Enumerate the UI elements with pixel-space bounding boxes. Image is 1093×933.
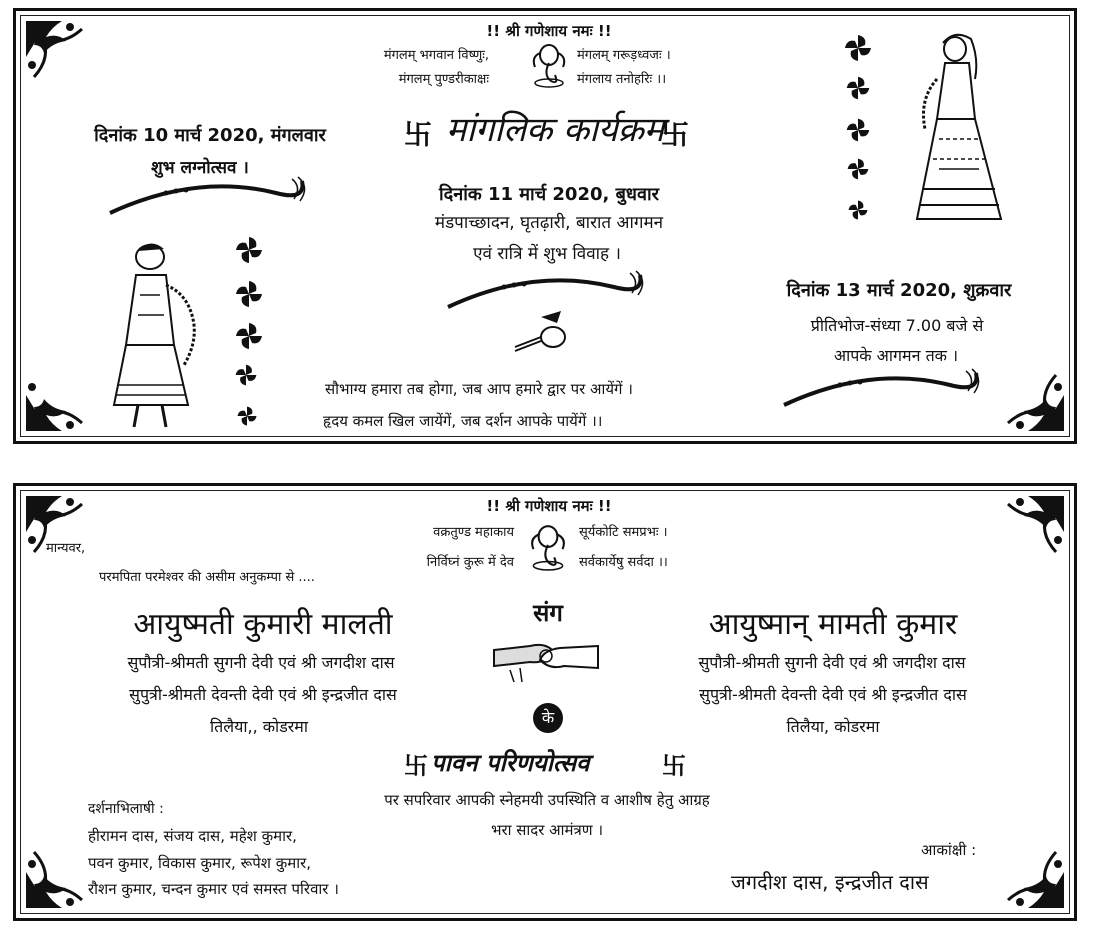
groom-place: तिलैया, कोडरमा xyxy=(786,717,880,736)
event1-date: दिनांक 10 मार्च 2020, मंगलवार xyxy=(94,125,326,146)
request-line-2: भरा सादर आमंत्रण । xyxy=(490,821,604,839)
event2-description-1: मंडपाच्छादन, घृतढ़ारी, बारात आगमन xyxy=(434,213,664,233)
akanshi-label: आकांक्षी : xyxy=(921,841,977,859)
corner-ornament-icon xyxy=(22,17,102,97)
ganesha-icon xyxy=(526,522,570,572)
mantra-left-1: मंगलम् भगवान विष्णुः, xyxy=(383,48,489,63)
request-line-1: पर सपरिवार आपकी स्नेहमयी उपस्थिति व आशीष हेतु आग्रह xyxy=(384,791,710,809)
shloka-left-1: वक्रतुण्ड महाकाय xyxy=(433,525,514,540)
shloka-left-2: निर्विघ्नं कुरू में देव xyxy=(426,555,514,570)
shloka-right-2: सर्वकार्येषु सर्वदा ।। xyxy=(579,555,668,570)
groom-figure-icon xyxy=(104,235,204,431)
bride-figure-icon xyxy=(909,29,1009,229)
spiral-motif-icon xyxy=(234,321,264,351)
spiral-motif-icon xyxy=(847,199,869,221)
akanshi-names: जगदीश दास, इन्द्रजीत दास xyxy=(731,870,929,894)
bride-parents: सुपुत्री-श्रीमती देवन्ती देवी एवं श्री इन्द्रजीत दास xyxy=(129,685,397,704)
event3-date: दिनांक 13 मार्च 2020, शुक्रवार xyxy=(786,280,1012,301)
invocation: !! श्री गणेशाय नमः !! xyxy=(486,497,612,515)
spiral-motif-icon xyxy=(845,117,871,143)
mantra-right-2: मंगलाय तनोहरिः ।। xyxy=(577,72,667,87)
ganesha-icon xyxy=(529,41,569,89)
darshan-line-3: रौशन कुमार, चन्दन कुमार एवं समस्त परिवार । xyxy=(88,880,339,898)
spiral-motif-icon xyxy=(846,157,870,181)
spiral-motif-icon xyxy=(845,75,871,101)
couplet-line-2: हृदय कमल खिल जायेंगें, जब दर्शन आपके पायेंगें ।। xyxy=(323,412,603,430)
spiral-motif-icon xyxy=(234,363,258,387)
bride-name: आयुष्मती कुमारी मालती xyxy=(133,607,393,642)
swastika-icon: 卐 xyxy=(404,752,428,780)
programme-heading: मांगलिक कार्यक्रम xyxy=(446,110,665,150)
corner-ornament-icon xyxy=(988,832,1068,912)
occasion-title: पावन परिणयोत्सव xyxy=(431,749,590,777)
spiral-motif-icon xyxy=(236,405,258,427)
flourish-icon xyxy=(780,365,990,411)
event3-description-1: प्रीतिभोज-संध्या 7.00 बजे से xyxy=(810,316,984,335)
spiral-motif-icon xyxy=(234,235,264,265)
groom-name: आयुष्मान् मामती कुमार xyxy=(708,607,958,642)
wedding-invitation-card xyxy=(13,483,1077,921)
salutation: मान्यवर, xyxy=(46,541,86,556)
mantra-left-2: मंगलम् पुण्डरीकाक्षः xyxy=(398,72,489,87)
flourish-icon xyxy=(106,173,316,219)
swastika-icon: 卐 xyxy=(661,118,690,151)
darshan-line-2: पवन कुमार, विकास कुमार, रूपेश कुमार, xyxy=(88,854,312,872)
darshan-line-1: हीरामन दास, संजय दास, महेश कुमार, xyxy=(88,827,297,845)
corner-ornament-icon xyxy=(22,355,102,435)
joined-hands-icon xyxy=(490,626,602,686)
groom-parents: सुपुत्री-श्रीमती देवन्ती देवी एवं श्री इन्द्रजीत दास xyxy=(699,685,967,704)
corner-ornament-icon xyxy=(988,492,1068,572)
darshan-label: दर्शनाभिलाषी : xyxy=(88,801,164,817)
bride-place: तिलैया,, कोडरमा xyxy=(209,717,309,736)
shehnai-player-icon xyxy=(511,307,575,355)
corner-ornament-icon xyxy=(22,492,102,572)
groom-grandparents: सुपौत्री-श्रीमती सुगनी देवी एवं श्री जगदीश दास xyxy=(698,653,966,672)
spiral-motif-icon xyxy=(843,33,873,63)
swastika-icon: 卐 xyxy=(662,752,686,780)
intro-text: परमपिता परमेश्वर की असीम अनुकम्पा से .... xyxy=(99,570,315,585)
shloka-right-1: सूर्यकोटि समप्रभः । xyxy=(579,525,668,540)
couplet-line-1: सौभाग्य हमारा तब होगा, जब आप हमारे द्वार पर आयेंगें । xyxy=(325,380,633,398)
event1-description: शुभ लग्नोत्सव । xyxy=(151,158,249,178)
event2-date: दिनांक 11 मार्च 2020, बुधवार xyxy=(439,184,659,205)
mantra-right-1: मंगलम् गरूड़ध्वजः । xyxy=(577,48,671,63)
ke-badge: के xyxy=(533,703,563,733)
invocation: !! श्री गणेशाय नमः !! xyxy=(486,22,612,40)
event3-description-2: आपके आगमन तक । xyxy=(833,346,959,365)
swastika-icon: 卐 xyxy=(404,118,433,151)
event2-description-2: एवं रात्रि में शुभ विवाह । xyxy=(473,244,621,264)
corner-ornament-icon xyxy=(988,355,1068,435)
spiral-motif-icon xyxy=(234,279,264,309)
sang-label: संग xyxy=(533,599,563,627)
event-schedule-card xyxy=(13,8,1077,444)
bride-grandparents: सुपौत्री-श्रीमती सुगनी देवी एवं श्री जगदीश दास xyxy=(127,653,395,672)
